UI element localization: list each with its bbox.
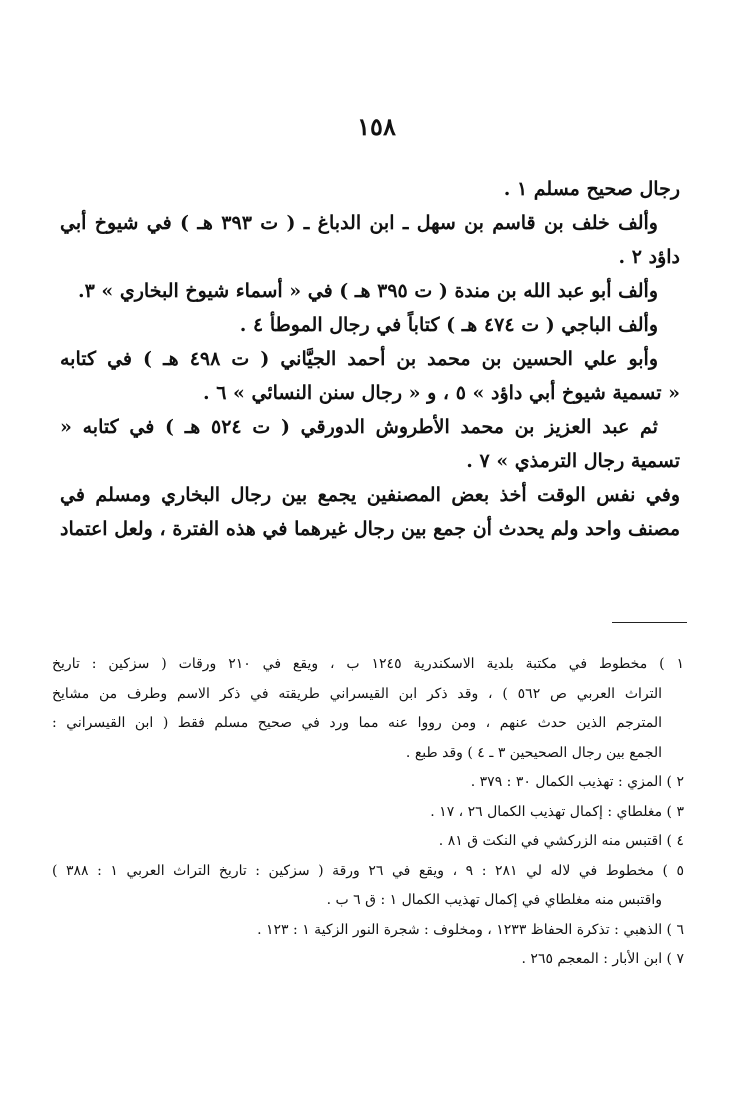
footnote-line: الجمع بين رجال الصحيحين ٣ ـ ٤ ) وقد طبع . xyxy=(405,744,662,761)
footnote-line: ٥ ) مخطوط في لاله لي ٢٨١ : ٩ ، ويقع في ٢٦ ورقة ( سزكين : تاريخ التراث العربي ١ : ٣٨٨ ) xyxy=(52,862,684,879)
footnote-line: التراث العربي ص ٥٦٢ ) ، وقد ذكر ابن القيسراني طريقته في ذكر الاسم وطرف من مشايخ xyxy=(52,685,662,702)
footnote-line: ٦ ) الذهبي : تذكرة الحفاظ ١٢٣٣ ، ومخلوف : شجرة النور الزكية ١ : ١٢٣ . xyxy=(257,921,684,938)
body-line: « تسمية شيوخ أبي داؤد » ٥ ، و « رجال سنن النسائي » ٦ . xyxy=(202,382,680,404)
footnotes xyxy=(52,650,684,975)
footnote-separator xyxy=(612,622,687,623)
page-number: ١٥٨ xyxy=(357,112,396,141)
footnote-line: ٤ ) اقتبس منه الزركشي في النكت ق ٨١ . xyxy=(438,833,684,849)
footnote-line: المترجم الذين حدث عنهم ، ومن رووا عنه مما ورد في صحيح مسلم فقط ( ابن القيسراني : xyxy=(52,715,662,731)
body-line: تسمية رجال الترمذي » ٧ . xyxy=(466,450,680,472)
footnote-line: ١ ) مخطوط في مكتبة بلدية الاسكندرية ١٢٤٥ ب ، ويقع في ٢١٠ ورقات ( سزكين : تاريخ xyxy=(52,656,684,672)
body-line: وألف أبو عبد الله بن مندة ( ت ٣٩٥ هـ ) في « أسماء شيوخ البخاري » ٣. xyxy=(77,280,658,302)
footnote-line: ٧ ) ابن الأبار : المعجم ٢٦٥ . xyxy=(521,951,684,967)
body-line: وألف الباجي ( ت ٤٧٤ هـ ) كتاباً في رجال الموطأ ٤ . xyxy=(239,314,658,336)
body-line: مصنف واحد ولم يحدث أن جمع بين رجال غيرهما في هذه الفترة ، ولعل اعتماد xyxy=(60,518,680,540)
body-line: وأبو علي الحسين بن محمد بن أحمد الجيَّاني ( ت ٤٩٨ هـ ) في كتابه xyxy=(60,348,659,370)
footnote-line: واقتبس منه مغلطاي في إكمال تهذيب الكمال ١ : ق ٦ ب . xyxy=(326,892,662,908)
body-line: ثم عبد العزيز بن محمد الأطروش الدورقي ( ت ٥٢٤ هـ ) في كتابه « xyxy=(60,416,658,438)
body-line: وألف خلف بن قاسم بن سهل ـ ابن الدباغ ـ ( ت ٣٩٣ هـ ) في شيوخ أبي xyxy=(60,212,658,234)
body-line: رجال صحيح مسلم ١ . xyxy=(503,178,680,200)
footnote-line: ٢ ) المزي : تهذيب الكمال ٣٠ : ٣٧٩ . xyxy=(470,774,684,790)
body-text xyxy=(60,172,680,546)
body-line: وفي نفس الوقت أخذ بعض المصنفين يجمع بين رجال البخاري ومسلم في xyxy=(60,484,680,506)
footnote-line: ٣ ) مغلطاي : إكمال تهذيب الكمال ٢٦ ، ١٧ . xyxy=(430,803,684,820)
body-line: داؤد ٢ . xyxy=(618,246,680,268)
